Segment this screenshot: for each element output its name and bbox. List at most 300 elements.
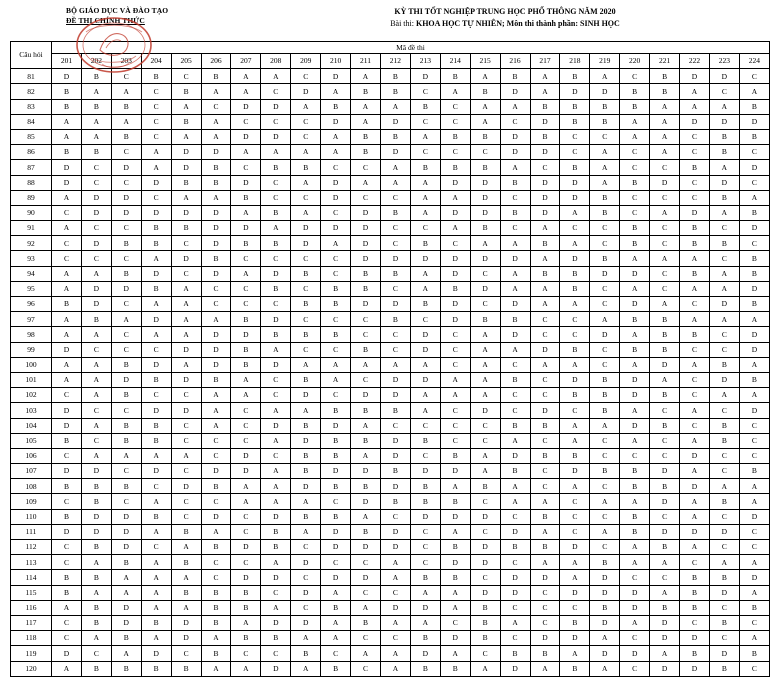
answer-cell-220: B [620, 236, 650, 251]
answer-cell-205: D [171, 631, 201, 646]
answer-cell-215: A [470, 372, 500, 387]
answer-cell-220: D [620, 266, 650, 281]
answer-cell-216: C [500, 221, 530, 236]
answer-cell-221: D [650, 357, 680, 372]
answer-cell-213: C [410, 221, 440, 236]
answer-cell-221: C [650, 221, 680, 236]
answer-cell-210: A [321, 145, 351, 160]
answer-cell-205: A [171, 312, 201, 327]
answer-cell-220: C [620, 631, 650, 646]
answer-cell-210: D [321, 418, 351, 433]
answer-cell-215: C [470, 494, 500, 509]
answer-cell-202: D [81, 281, 111, 296]
answer-cell-217: D [530, 145, 560, 160]
answer-cell-222: B [680, 646, 710, 661]
answer-cell-206: C [201, 297, 231, 312]
answer-cell-203: C [111, 342, 141, 357]
answer-cell-203: C [111, 464, 141, 479]
answer-cell-203: B [111, 661, 141, 676]
answer-cell-218: C [560, 524, 590, 539]
answer-cell-221: A [650, 114, 680, 129]
answer-cell-223: C [709, 509, 739, 524]
answer-cell-204: A [141, 600, 171, 615]
answer-cell-201: D [52, 646, 82, 661]
question-number: 100 [11, 357, 52, 372]
answer-cell-223: B [709, 661, 739, 676]
answer-cell-218: B [560, 114, 590, 129]
answer-cell-212: B [380, 312, 410, 327]
answer-cell-222: B [680, 266, 710, 281]
answer-cell-217: A [530, 357, 560, 372]
answer-cell-221: C [650, 509, 680, 524]
answer-cell-219: A [590, 145, 620, 160]
answer-cell-210: B [321, 281, 351, 296]
answer-cell-204: B [141, 69, 171, 84]
answer-cell-220: C [620, 190, 650, 205]
answer-cell-205: B [171, 175, 201, 190]
table-row [11, 266, 770, 281]
answer-cell-210: C [321, 251, 351, 266]
answer-cell-212: B [380, 464, 410, 479]
answer-cell-203: D [111, 372, 141, 387]
document-header [10, 6, 770, 40]
answer-cell-221: A [650, 145, 680, 160]
answer-cell-224: B [739, 129, 769, 144]
answer-cell-203: A [111, 84, 141, 99]
answer-cell-212: D [380, 479, 410, 494]
answer-cell-210: A [321, 372, 351, 387]
answer-cell-217: D [530, 570, 560, 585]
answer-cell-204: D [141, 266, 171, 281]
answer-cell-210: B [321, 403, 351, 418]
answer-cell-208: C [261, 190, 291, 205]
answer-cell-213: B [410, 433, 440, 448]
table-row [11, 464, 770, 479]
answer-cell-202: C [81, 251, 111, 266]
answer-cell-219: B [590, 190, 620, 205]
answer-cell-222: D [680, 448, 710, 463]
answer-cell-223: B [709, 145, 739, 160]
answer-cell-223: C [709, 251, 739, 266]
answer-cell-205: B [171, 114, 201, 129]
answer-cell-208: C [261, 251, 291, 266]
answer-cell-211: C [351, 312, 381, 327]
answer-cell-206: A [201, 190, 231, 205]
answer-cell-214: A [440, 524, 470, 539]
answer-cell-207: A [231, 372, 261, 387]
answer-cell-219: C [590, 297, 620, 312]
answer-cell-222: D [680, 631, 710, 646]
answer-cell-205: C [171, 646, 201, 661]
answer-cell-210: B [321, 509, 351, 524]
answer-cell-217: C [530, 585, 560, 600]
answer-cell-202: C [81, 403, 111, 418]
answer-cell-216: A [500, 236, 530, 251]
answer-cell-217: C [530, 372, 560, 387]
answer-cell-217: C [530, 327, 560, 342]
answer-cell-219: A [590, 418, 620, 433]
answer-cell-213: C [410, 418, 440, 433]
question-number: 101 [11, 372, 52, 387]
answer-cell-208: D [261, 99, 291, 114]
answer-cell-210: A [321, 615, 351, 630]
answer-cell-202: A [81, 84, 111, 99]
answer-cell-221: B [650, 479, 680, 494]
answer-cell-219: D [590, 84, 620, 99]
answer-cell-201: B [52, 433, 82, 448]
answer-cell-217: D [530, 114, 560, 129]
answer-cell-201: B [52, 570, 82, 585]
answer-cell-207: D [231, 221, 261, 236]
answer-cell-222: A [680, 464, 710, 479]
answer-cell-202: B [81, 145, 111, 160]
answer-cell-214: B [440, 69, 470, 84]
answer-cell-211: A [351, 175, 381, 190]
answer-cell-208: D [261, 357, 291, 372]
answer-cell-211: B [351, 524, 381, 539]
answer-cell-213: B [410, 570, 440, 585]
answer-cell-212: D [380, 297, 410, 312]
answer-cell-209: C [291, 312, 321, 327]
answer-cell-215: B [470, 221, 500, 236]
answer-cell-208: C [261, 372, 291, 387]
answer-cell-206: B [201, 540, 231, 555]
answer-cell-218: A [560, 297, 590, 312]
answer-cell-205: A [171, 600, 201, 615]
answer-cell-211: C [351, 190, 381, 205]
answer-cell-209: A [291, 661, 321, 676]
answer-cell-224: A [739, 631, 769, 646]
answer-cell-219: B [590, 205, 620, 220]
answer-cell-215: B [470, 129, 500, 144]
code-header-208: 208 [261, 54, 291, 69]
answer-cell-216: D [500, 129, 530, 144]
answer-cell-222: D [680, 661, 710, 676]
answer-cell-206: A [201, 524, 231, 539]
answer-cell-203: B [111, 418, 141, 433]
answer-cell-213: A [410, 175, 440, 190]
answer-cell-220: D [620, 388, 650, 403]
answer-cell-222: C [680, 297, 710, 312]
answer-cell-203: D [111, 281, 141, 296]
answer-cell-203: B [111, 129, 141, 144]
answer-cell-216: B [500, 540, 530, 555]
answer-cell-223: B [709, 236, 739, 251]
question-number: 117 [11, 615, 52, 630]
answer-cell-218: A [560, 555, 590, 570]
answer-cell-211: A [351, 114, 381, 129]
answer-cell-214: A [440, 585, 470, 600]
answer-cell-208: B [261, 236, 291, 251]
answer-cell-210: A [321, 236, 351, 251]
answer-cell-202: A [81, 266, 111, 281]
answer-cell-211: D [351, 464, 381, 479]
answer-cell-211: A [351, 646, 381, 661]
answer-cell-206: D [201, 236, 231, 251]
answer-cell-210: D [321, 570, 351, 585]
answer-cell-211: B [351, 403, 381, 418]
question-number: 113 [11, 555, 52, 570]
answer-cell-207: A [231, 388, 261, 403]
answer-cell-201: A [52, 372, 82, 387]
answer-cell-202: B [81, 479, 111, 494]
answer-cell-222: C [680, 615, 710, 630]
answer-cell-224: D [739, 509, 769, 524]
answer-cell-214: B [440, 448, 470, 463]
answer-cell-201: A [52, 600, 82, 615]
answer-cell-204: B [141, 372, 171, 387]
answer-cell-211: D [351, 236, 381, 251]
answer-cell-212: B [380, 205, 410, 220]
answer-cell-220: A [620, 327, 650, 342]
answer-cell-219: C [590, 342, 620, 357]
answer-cell-214: C [440, 327, 470, 342]
answer-cell-204: A [141, 145, 171, 160]
answer-cell-224: C [739, 615, 769, 630]
answer-cell-223: B [709, 418, 739, 433]
answer-cell-211: B [351, 145, 381, 160]
answer-cell-214: D [440, 266, 470, 281]
answer-cell-224: A [739, 479, 769, 494]
answer-cell-203: C [111, 327, 141, 342]
organization-block [10, 6, 260, 26]
answer-cell-207: B [231, 342, 261, 357]
answer-cell-224: A [739, 388, 769, 403]
answer-cell-210: B [321, 327, 351, 342]
answer-cell-224: B [739, 266, 769, 281]
answer-cell-215: C [470, 297, 500, 312]
answer-cell-213: A [410, 585, 440, 600]
answer-cell-215: C [470, 433, 500, 448]
answer-cell-218: C [560, 494, 590, 509]
answer-cell-205: D [171, 205, 201, 220]
answer-cell-210: D [321, 190, 351, 205]
answer-cell-217: B [530, 236, 560, 251]
answer-cell-217: A [530, 524, 560, 539]
answer-cell-207: C [231, 555, 261, 570]
answer-cell-218: B [560, 281, 590, 296]
answer-cell-221: D [650, 615, 680, 630]
answer-cell-202: A [81, 357, 111, 372]
answer-cell-223: B [709, 190, 739, 205]
answer-cell-204: D [141, 464, 171, 479]
answer-cell-208: A [261, 145, 291, 160]
table-row [11, 251, 770, 266]
answer-cell-213: A [410, 190, 440, 205]
answer-cell-212: C [380, 221, 410, 236]
question-number: 81 [11, 69, 52, 84]
answer-cell-220: A [620, 555, 650, 570]
answer-cell-201: B [52, 99, 82, 114]
answer-cell-220: D [620, 297, 650, 312]
answer-cell-202: A [81, 129, 111, 144]
answer-cell-220: C [620, 570, 650, 585]
answer-cell-207: D [231, 570, 261, 585]
code-header-220: 220 [620, 54, 650, 69]
answer-cell-212: C [380, 585, 410, 600]
answer-cell-211: D [351, 251, 381, 266]
answer-cell-203: A [111, 312, 141, 327]
answer-cell-221: B [650, 327, 680, 342]
answer-cell-207: C [231, 418, 261, 433]
code-header-207: 207 [231, 54, 261, 69]
answer-cell-219: A [590, 524, 620, 539]
answer-cell-208: D [261, 509, 291, 524]
ministry-name: BỘ GIÁO DỤC VÀ ĐÀO TẠO [66, 6, 169, 15]
answer-cell-223: B [709, 615, 739, 630]
answer-cell-205: C [171, 433, 201, 448]
table-row [11, 631, 770, 646]
answer-cell-222: C [680, 342, 710, 357]
answer-cell-216: C [500, 114, 530, 129]
answer-cell-217: A [530, 221, 560, 236]
answer-cell-209: A [291, 494, 321, 509]
answer-cell-204: C [141, 114, 171, 129]
answer-cell-206: D [201, 357, 231, 372]
answer-cell-210: B [321, 448, 351, 463]
answer-cell-214: A [440, 190, 470, 205]
answer-cell-206: B [201, 600, 231, 615]
answer-cell-220: B [620, 175, 650, 190]
answer-cell-218: C [560, 312, 590, 327]
answer-cell-214: D [440, 205, 470, 220]
answer-cell-202: B [81, 99, 111, 114]
answer-cell-202: B [81, 600, 111, 615]
answer-cell-205: A [171, 327, 201, 342]
code-header-212: 212 [380, 54, 410, 69]
answer-cell-204: A [141, 251, 171, 266]
answer-cell-214: C [440, 433, 470, 448]
answer-cell-220: D [620, 418, 650, 433]
answer-cell-214: C [440, 418, 470, 433]
code-header-202: 202 [81, 54, 111, 69]
answer-cell-215: A [470, 327, 500, 342]
question-number: 111 [11, 524, 52, 539]
answer-cell-223: B [709, 570, 739, 585]
answer-cell-211: C [351, 661, 381, 676]
table-row [11, 661, 770, 676]
answer-cell-215: D [470, 175, 500, 190]
question-number: 106 [11, 448, 52, 463]
answer-cell-214: B [440, 540, 470, 555]
answer-cell-201: C [52, 555, 82, 570]
answer-cell-208: D [261, 615, 291, 630]
answer-cell-208: A [261, 555, 291, 570]
answer-cell-201: C [52, 388, 82, 403]
answer-cell-214: B [440, 570, 470, 585]
answer-cell-213: C [410, 555, 440, 570]
answer-cell-210: D [321, 175, 351, 190]
answer-cell-214: B [440, 494, 470, 509]
answer-cell-216: B [500, 646, 530, 661]
answer-cell-222: C [680, 418, 710, 433]
answer-cell-219: C [590, 281, 620, 296]
answer-cell-214: D [440, 312, 470, 327]
answer-cell-209: B [291, 464, 321, 479]
answer-cell-218: B [560, 615, 590, 630]
table-row [11, 388, 770, 403]
answer-cell-209: D [291, 84, 321, 99]
answer-cell-219: A [590, 160, 620, 175]
answer-cell-211: D [351, 540, 381, 555]
answer-cell-206: B [201, 69, 231, 84]
answer-cell-222: A [680, 251, 710, 266]
answer-cell-222: A [680, 540, 710, 555]
answer-cell-217: D [530, 631, 560, 646]
answer-cell-210: C [321, 555, 351, 570]
answer-cell-209: C [291, 69, 321, 84]
code-header-224: 224 [739, 54, 769, 69]
answer-cell-206: A [201, 661, 231, 676]
answer-cell-207: D [231, 464, 261, 479]
answer-cell-219: B [590, 555, 620, 570]
answer-cell-211: A [351, 509, 381, 524]
answer-cell-224: D [739, 281, 769, 296]
answer-cell-202: A [81, 418, 111, 433]
answer-cell-216: C [500, 509, 530, 524]
answer-cell-224: C [739, 418, 769, 433]
answer-cell-203: C [111, 251, 141, 266]
answer-cell-204: B [141, 418, 171, 433]
answer-cell-212: B [380, 403, 410, 418]
answer-cell-223: B [709, 357, 739, 372]
answer-cell-207: A [231, 84, 261, 99]
answer-cell-203: D [111, 524, 141, 539]
answer-cell-218: D [560, 585, 590, 600]
answer-cell-204: A [141, 494, 171, 509]
answer-cell-219: D [590, 585, 620, 600]
answer-cell-213: B [410, 631, 440, 646]
answer-cell-218: B [560, 661, 590, 676]
answer-cell-220: C [620, 448, 650, 463]
question-number: 95 [11, 281, 52, 296]
answer-cell-223: C [709, 84, 739, 99]
answer-cell-204: B [141, 509, 171, 524]
answer-cell-222: A [680, 312, 710, 327]
answer-cell-218: B [560, 388, 590, 403]
answer-cell-219: D [590, 570, 620, 585]
answer-cell-217: A [530, 84, 560, 99]
answer-cell-212: D [380, 372, 410, 387]
answer-cell-224: C [739, 524, 769, 539]
exam-subject: KHOA HỌC TỰ NHIÊN; Môn thi thành phần: SINH HỌC [415, 18, 620, 28]
answer-cell-213: D [410, 509, 440, 524]
answer-cell-205: C [171, 69, 201, 84]
answer-cell-214: D [440, 509, 470, 524]
answer-cell-210: B [321, 99, 351, 114]
answer-cell-213: D [410, 69, 440, 84]
answer-cell-223: C [709, 403, 739, 418]
answer-cell-213: A [410, 281, 440, 296]
answer-cell-205: D [171, 479, 201, 494]
answer-cell-201: A [52, 327, 82, 342]
answer-cell-203: D [111, 615, 141, 630]
answer-cell-224: C [739, 145, 769, 160]
answer-cell-201: B [52, 297, 82, 312]
answer-cell-212: A [380, 357, 410, 372]
answer-cell-206: C [201, 433, 231, 448]
answer-cell-223: B [709, 129, 739, 144]
answer-cell-208: B [261, 205, 291, 220]
answer-cell-222: B [680, 221, 710, 236]
answer-cell-203: D [111, 600, 141, 615]
answer-cell-223: B [709, 433, 739, 448]
answer-cell-218: B [560, 342, 590, 357]
answer-cell-205: B [171, 221, 201, 236]
answer-cell-205: C [171, 509, 201, 524]
table-row [11, 190, 770, 205]
answer-cell-211: D [351, 297, 381, 312]
